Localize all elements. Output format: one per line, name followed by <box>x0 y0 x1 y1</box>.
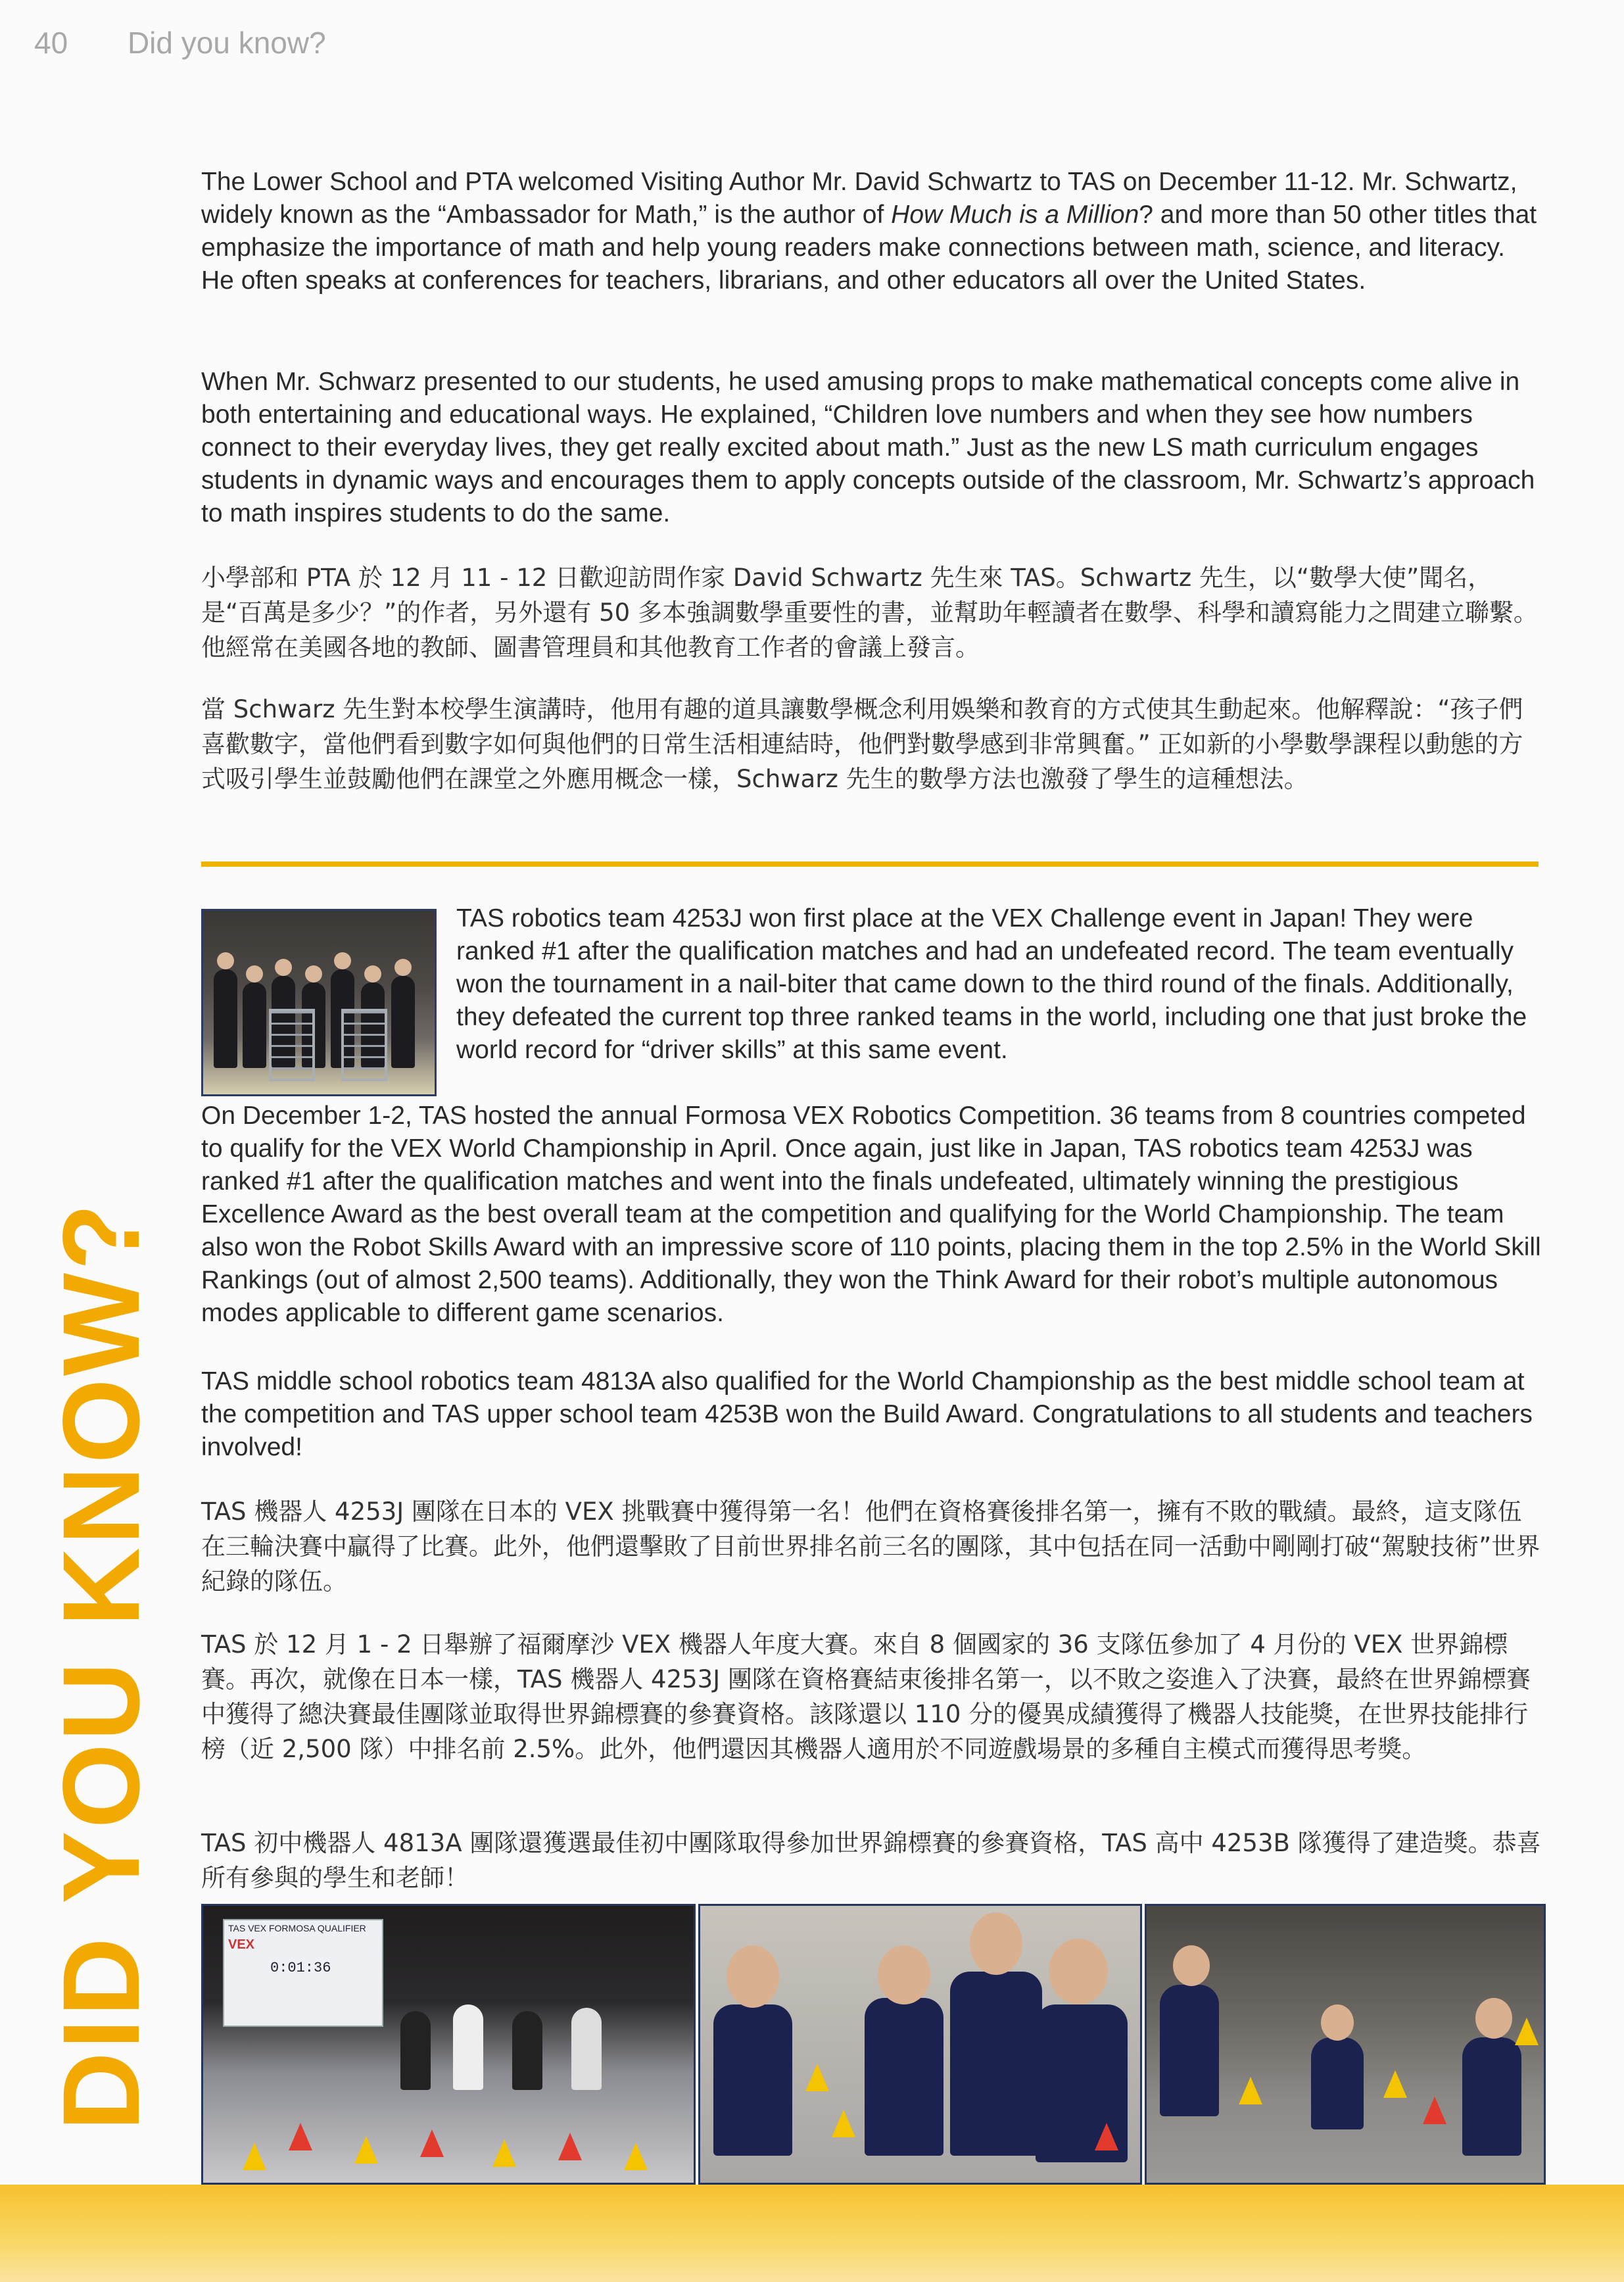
robotics-article-en-2 <box>201 1100 1542 1330</box>
robotics-intro <box>456 902 1548 1067</box>
paragraph-text-zh: TAS 機器人 4253J 團隊在日本的 VEX 挑戰賽中獲得第一名！他們在資格賽後排名第一，擁有不敗的戰績。最終，這支隊伍在三輪決賽中贏得了比賽。此外，他們還擊敗了目前世界排名前三名的團隊，其中包括在同一活動中剛剛打破“駕駛技術”世界紀錄的隊伍。 <box>201 1497 1540 1595</box>
footer-bar <box>0 2185 1624 2282</box>
robotics-article-zh-3 <box>201 1826 1542 1895</box>
paragraph-text: TAS middle school robotics team 4813A also qualified for the World Championship as the best middle school team at the competition and TAS upper school team 4253B won the Build Award. Congratulations to all students and teachers involved! <box>201 1367 1533 1461</box>
page-number: 40 <box>34 26 68 60</box>
page-header <box>34 25 326 61</box>
robotics-article-en-3 <box>201 1365 1542 1464</box>
section-title: Did you know? <box>127 26 326 60</box>
schwartz-article-zh-2 <box>201 692 1542 796</box>
paragraph-text: The Lower School and PTA welcomed Visiting Author Mr. David Schwartz to TAS on December 11-12. Mr. Schwartz, widely known as the “Ambassador for Math,” is the author of <box>201 168 1517 229</box>
schwartz-article-en-2 <box>201 366 1542 530</box>
schwartz-article-en-1 <box>201 166 1542 297</box>
paragraph-text: When Mr. Schwarz presented to our students, he used amusing props to make mathematical concepts come alive in both entertaining and educational ways. He explained, “Children love numbers and when they see how numbers connect to their everyday lives, they get really excited about math.” Just as the new LS math curriculum engages students in dynamic ways and encourages them to apply concepts outside of the classroom, Mr. Schwartz’s approach to math inspires students to do the same. <box>201 368 1535 527</box>
scoreboard-screen <box>223 1919 383 2027</box>
vex-logo: VEX <box>228 1937 255 1952</box>
schwartz-article-zh-1 <box>201 560 1542 665</box>
paragraph-text: ? and more than 50 other titles that emphasize the importance of math and help young readers make connections between math, science, and literacy. He often speaks at conferences for teachers, librarians, and other educators all over the United States. <box>201 201 1537 295</box>
paragraph-text-zh: 當 Schwarz 先生對本校學生演講時，他用有趣的道具讓數學概念利用娛樂和教育的方式使其生動起來。他解釋說：“孩子們喜歡數字，當他們看到數字如何與他們的日常生活相連結時，他們對數學感到非常興奮。” 正如新的小學數學課程以動態的方式吸引學生並鼓勵他們在課堂之外應用概念一樣，Schwarz 先生的數學方法也激發了學生的這種想法。 <box>201 695 1523 793</box>
paragraph-text-zh: TAS 初中機器人 4813A 團隊還獲選最佳初中團隊取得參加世界錦標賽的參賽資格，TAS 高中 4253B 隊獲得了建造獎。恭喜所有參與的學生和老師！ <box>201 1829 1541 1892</box>
paragraph-text: TAS robotics team 4253J won first place at the VEX Challenge event in Japan! They were ranked #1 after the qualification matches and had an undefeated record. The team eventually won the tournament in a nail-biter that came down to the third round of the finals. Additionally, they defeated the current top three ranked teams in the world, including one that just broke the world record for “driver skills” at this same event. <box>456 904 1527 1064</box>
screen-clock: 0:01:36 <box>270 1960 331 1976</box>
did-you-know-side-title: DID YOU KNOW? <box>41 1201 162 2131</box>
robotics-article-zh-2 <box>201 1627 1542 1766</box>
paragraph-text-zh: 小學部和 PTA 於 12 月 11 - 12 日歡迎訪問作家 David Schwartz 先生來 TAS。Schwartz 先生，以“數學大使”聞名，是“百萬是多少？”的作者，另外還有 50 多本強調數學重要性的書，並幫助年輕讀者在數學、科學和讀寫能力之間建立聯繫。他經常在美國各地的教師、圖書管理員和其他教育工作者的會議上發言。 <box>201 564 1538 662</box>
paragraph-text-zh: TAS 於 12 月 1 - 2 日舉辦了福爾摩沙 VEX 機器人年度大賽。來自 8 個國家的 36 支隊伍參加了 4 月份的 VEX 世界錦標賽。再次，就像在日本一樣，TAS 機器人 4253J 團隊在資格賽結束後排名第一，以不敗之姿進入了決賽，最終在世界錦標賽中獲得了總決賽最佳團隊並取得世界錦標賽的參賽資格。該隊還以 110 分的優異成績獲得了機器人技能獎，在世界技能排行榜（近 2,500 隊）中排名前 2.5%。此外，他們還因其機器人適用於不同遊戲場景的多種自主模式而獲得思考獎。 <box>201 1630 1531 1763</box>
robotics-article-zh-1 <box>201 1494 1542 1599</box>
students-with-robot-photo <box>698 1904 1142 2185</box>
competition-field-photo <box>201 1904 696 2185</box>
screen-title: TAS VEX FORMOSA QUALIFIER <box>228 1923 366 1933</box>
competition-hall-photo <box>1145 1904 1546 2185</box>
robotics-team-photo <box>201 909 437 1096</box>
paragraph-text: On December 1-2, TAS hosted the annual Formosa VEX Robotics Competition. 36 teams from 8 countries competed to qualify for the VEX World Championship in April. Once again, just like in Japan, TAS robotics team 4253J was ranked #1 after the qualification matches and went into the finals undefeated, ultimately winning the prestigious Excellence Award as the best overall team at the competition and qualifying for the World Championship. The team also won the Robot Skills Award with an impressive score of 110 points, placing them in the top 2.5% in the World Skill Rankings (out of almost 2,500 teams). Additionally, they won the Think Award for their robot’s multiple autonomous modes applicable to different game scenarios. <box>201 1102 1541 1327</box>
section-divider <box>201 862 1539 867</box>
book-title: How Much is a Million <box>891 201 1139 229</box>
